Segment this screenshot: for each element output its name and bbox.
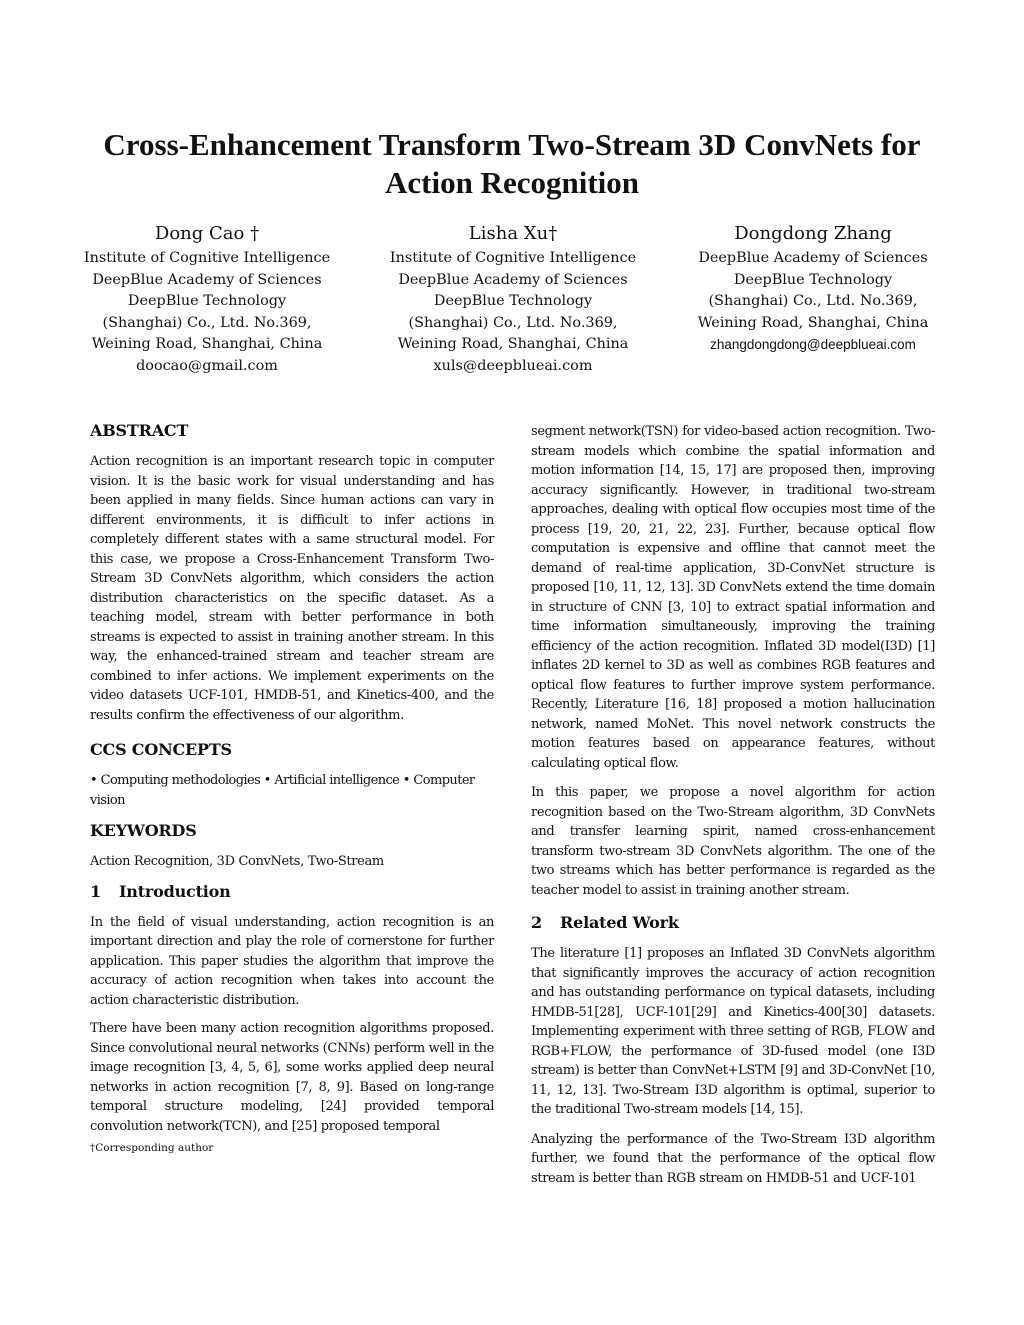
introduction-heading (90, 881, 494, 903)
section-number: 2 (531, 913, 542, 932)
author-affiliation-line: Institute of Cognitive Intelligence (389, 250, 637, 266)
introduction-paragraph-4: In this paper, we propose a novel algorithm for action recognition based on the Two-Stream algorithm, 3D ConvNets and transfer learning spirit, named cross-enhancement transform two-stream 3D ConvNets algorithm. The one of the two streams which has better performance is regarded as the teacher model to assist in training another stream. (531, 785, 935, 898)
author-affiliation-line: Weining Road, Shanghai, China (91, 336, 323, 353)
author-affiliation-line: DeepBlue Technology (433, 293, 593, 310)
author-affiliation-line: (Shanghai) Co., Ltd. No.369, (408, 314, 618, 331)
author-email: zhangdongdong@deepblueai.com (710, 337, 916, 353)
author-affiliation-line: (Shanghai) Co., Ltd. No.369, (708, 293, 918, 310)
related-work-paragraph-2: Analyzing the performance of the Two-Stream I3D algorithm further, we found that the performance of the optical flow stream is better than RGB stream on HMDB-51 and UCF-101 (531, 1131, 935, 1186)
author-name: Lisha Xu† (468, 223, 558, 244)
abstract-heading: ABSTRACT (90, 421, 189, 440)
author-affiliation-line: DeepBlue Academy of Sciences (92, 271, 322, 288)
author-affiliation-line: Weining Road, Shanghai, China (697, 314, 929, 331)
section-number: 1 (90, 881, 101, 901)
author-affiliation-line: DeepBlue Academy of Sciences (398, 271, 628, 288)
introduction-paragraph-2: There have been many action recognition algorithms proposed. Since convolutional neural networks (CNNs) perform well in the image recognition [3, 4, 5, 6], some works applied deep neural networks in action recognition [7, 8, 9]. Based on long-range temporal structure modeling, [24] provided temporal convolution network(TCN), and [25] proposed temporal (90, 1021, 494, 1134)
keywords-heading: KEYWORDS (90, 821, 197, 840)
ccs-text: • Computing methodologies • Artificial intelligence • Computer vision (90, 773, 475, 808)
related-work-paragraph-1: The literature [1] proposes an Inflated 3D ConvNets algorithm that significantly improves the accuracy of action recognition and has outstanding performance on typical datasets, including HMDB-51[28], UCF-101[29] and Kinetics-400[30] datasets. Implementing experiment with three setting of RGB, FLOW and RGB+FLOW, the performance of 3D-fused model (one I3D stream) is better than ConvNet+LSTM [9] and 3D-ConvNet [10, 11, 12, 13]. Two-Stream I3D algorithm is optimal, superior to the traditional Two-stream models [14, 15]. (531, 946, 935, 1117)
author-affiliation-line: Weining Road, Shanghai, China (397, 336, 629, 353)
section-title: Introduction (119, 881, 231, 901)
author-name: Dongdong Zhang (734, 223, 892, 244)
author-email: xuls@deepblueai.com (433, 357, 593, 374)
title-line-1: Cross-Enhancement Transform Two-Stream 3D ConvNets for (103, 127, 921, 162)
introduction-paragraph-1: In the field of visual understanding, action recognition is an important direction and play the role of cornerstone for further application. This paper studies the algorithm that improve the accuracy of action recognition when takes into account the action characteristic distribution. (90, 914, 494, 1008)
paper-title (80, 126, 944, 202)
related-work-heading (531, 912, 935, 934)
author-block-3 (653, 220, 973, 356)
keywords-text: Action Recognition, 3D ConvNets, Two-Stream (90, 854, 384, 869)
author-affiliation-line: DeepBlue Technology (733, 271, 893, 288)
left-column (90, 420, 494, 1145)
author-affiliation-line: DeepBlue Academy of Sciences (698, 250, 928, 266)
ccs-heading: CCS CONCEPTS (90, 740, 232, 759)
author-email: doocao@gmail.com (136, 357, 278, 374)
author-block-1 (47, 220, 367, 378)
right-column (531, 422, 935, 1197)
author-affiliation-line: (Shanghai) Co., Ltd. No.369, (102, 314, 312, 331)
author-block-2 (353, 220, 673, 378)
section-title: Related Work (560, 913, 679, 932)
abstract-text: Action recognition is an important research topic in computer vision. It is the basic work for visual understanding and has been applied in many fields. Since human actions can vary in different environments, it is difficult to infer actions in completely different states with a same structural model. For this case, we propose a Cross-Enhancement Transform Two-Stream 3D ConvNets algorithm, which considers the action distribution characteristics on the specific dataset. As a teaching model, stream with better performance in both streams is expected to assist in training another stream. In this way, the enhanced-trained stream and teacher stream are combined to infer actions. We implement experiments on the video datasets UCF-101, HMDB-51, and Kinetics-400, and the results confirm the effectiveness of our algorithm. (90, 454, 494, 723)
author-affiliation-line: Institute of Cognitive Intelligence (83, 250, 331, 266)
title-line-2: Action Recognition (384, 165, 639, 200)
introduction-paragraph-3: segment network(TSN) for video-based action recognition. Two-stream models which combine the spatial information and motion information [14, 15, 17] are proposed then, improving accuracy significantly. However, in traditional two-stream approaches, dealing with optical flow occupies most time of the process [19, 20, 21, 22, 23]. Further, because optical flow computation is expensive and offline that cannot meet the demand of real-time application, 3D-ConvNet structure is proposed [10, 11, 12, 13]. 3D ConvNets extend the time domain in structure of CNN [3, 10] to extract spatial information and time information simultaneously, improving the training efficiency of the action recognition. Inflated 3D model(I3D) [1] inflates 2D kernel to 3D as well as combines RGB features and optical flow features to further improve system performance. Recently, Literature [16, 18] proposed a motion hallucination network, named MoNet. This novel network constructs the motion features based on appearance features, without calculating optical flow. (531, 424, 935, 771)
author-affiliation-line: DeepBlue Technology (127, 293, 287, 310)
footnote: †Corresponding author (90, 1142, 214, 1154)
author-name: Dong Cao † (154, 223, 260, 244)
